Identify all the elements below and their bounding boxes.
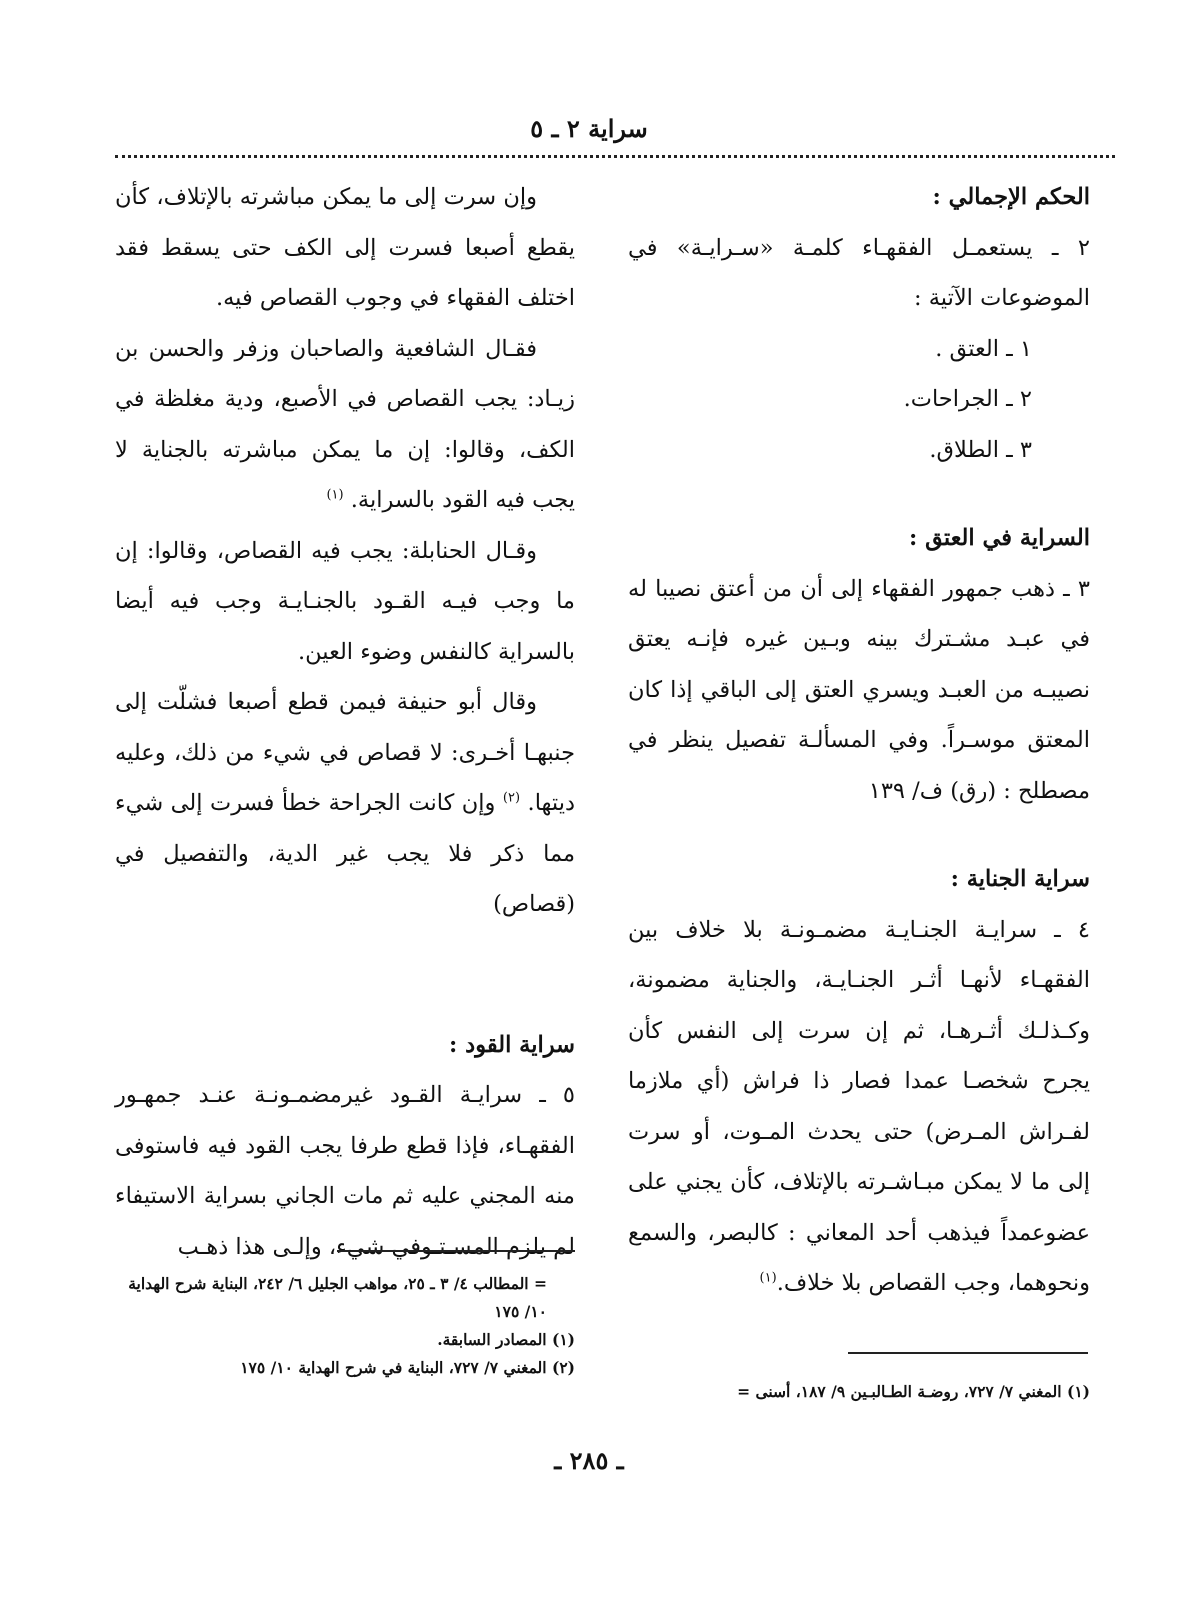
left-column (115, 172, 575, 1272)
list-item-atq: ١ ـ العتق . (935, 335, 1032, 362)
footnote-rule-right (848, 1352, 1088, 1354)
list-item-talaq: ٣ ـ الطلاق. (929, 436, 1032, 463)
paragraph-4-text: ٤ ـ سرايـة الجنـايـة مضمـونـة بلا خلاف بين الفقهـاء لأنهـا أثـر الجنـايـة، والجناية مضمونة، وكـذلـك أثـرهـا، ثم إن سرت إلى النفس كأن يجرح شخصـا عمدا فصار ذا فراش (أي ملازما لفـراش المـرض) حتى يحدث المـوت، أو سرت إلى ما لا يمكن مبـاشـرته بالإتلاف، كأن يجني على عضوعمداً فيذهب أحد المعاني : كالبصر، والسمع ونحوهما، وجب القصاص بلا خلاف. (628, 916, 1090, 1296)
page-number: ـ ٢٨٥ ـ (554, 1446, 624, 1475)
heading-sirayah-atq: السراية في العتق : (909, 525, 1090, 551)
footnote-rule-left (337, 1250, 575, 1252)
paragraph-continued: وإن سرت إلى ما يمكن مباشرته بالإتلاف، كأن يقطع أصبعا فسرت إلى الكف حتى يسقط فقد اختلف الفقهاء في وجوب القصاص فيه. (115, 184, 575, 311)
spacer (115, 930, 575, 1020)
footnote-continuation: = المطالب ٤/ ٣ ـ ٢٥، مواهب الجليل ٦/ ٢٤٢، البناية شرح الهداية ١٠/ ١٧٥ (128, 1274, 547, 1321)
heading-sirayah-qawad: سراية القود : (449, 1031, 575, 1058)
footnote-ref-1: (١) (759, 1270, 777, 1286)
paragraph-abu-hanifa (115, 677, 575, 930)
paragraph-hanabila: وقـال الحنابلة: يجب فيه القصاص، وقالوا: إن ما وجب فيـه القـود بالجنـايـة وجب فيه أيضا بالسراية كالنفس وضوء العين. (115, 537, 575, 665)
paragraph-4 (628, 905, 1090, 1309)
footnote-1-right: (١) المغني ٧/ ٧٢٧، روضـة الطـالبـين ٩/ ١٨٧، أسنى = (737, 1382, 1090, 1401)
footnote-ref-2: (٢) (502, 790, 521, 806)
list-item-jirahat: ٢ ـ الجراحات. (903, 386, 1032, 412)
paragraph-abu-hanifa-text: وقال أبو حنيفة فيمن قطع أصبعا فشلّت إلى جنبهـا أخـرى: لا قصاص في شيء من ذلك، وعليه ديتها. (115, 689, 575, 816)
paragraph-shafiiyya (115, 324, 575, 526)
paragraph-3: ٣ ـ ذهب جمهور الفقهاء إلى أن من أعتق نصيبا له في عبـد مشـترك بينه وبـين غيره فإنـه يعتق نصيبـه من العبـد ويسري العتق إلى الباقي إذا كان المعتق موسـراً. وفي المسألـة تفصيل ينظر في مصطلح : (رق) ف/ ١٣٩ (628, 575, 1090, 804)
paragraph-2: ٢ ـ يستعمـل الفقهـاء كلمـة «سـرايـة» في الموضوعات الآتية : (628, 234, 1090, 311)
paragraph-abu-hanifa-text-2: وإن كانت الجراحة خطأ فسرت إلى شيء مما ذكر فلا يجب غير الدية، والتفصيل في (قصاص) (115, 790, 575, 917)
spacer (628, 475, 1090, 513)
paragraph-5: ٥ ـ سرايـة القـود غيرمضمـونـة عنـد جمهـور الفقهـاء، فإذا قطع طرفا يجب القود فيه فاستوفى منه المجني عليه ثم مات الجاني بسراية الاستيفاء لم يلزم المسـتـوفي شيء، وإلـى هذا ذهـب (115, 1082, 575, 1260)
right-column (628, 172, 1090, 1309)
heading-sirayah-jinaya: سراية الجناية : (950, 866, 1090, 892)
paragraph-shafiiyya-text: فقـال الشافعية والصاحبان وزفر والحسن بن زيـاد: يجب القصاص في الأصبع، ودية مغلظة في الكف، وقالوا: إن ما يمكن مباشرته بالجناية لا يجب فيه القود بالسراية. (115, 335, 575, 513)
footnote-2-left: (٢) المغني ٧/ ٧٢٧، البناية في شرح الهداية ١٠/ ١٧٥ (240, 1358, 575, 1377)
footnotes-right (628, 1378, 1090, 1406)
heading-general-ruling: الحكم الإجمالي : (932, 184, 1090, 210)
footnote-1-left: (١) المصادر السابقة. (437, 1330, 575, 1349)
footnotes-left (115, 1270, 575, 1382)
spacer (628, 816, 1090, 854)
footnote-ref-1: (١) (326, 487, 344, 503)
running-header: سراية ٢ ـ ٥ (530, 114, 648, 143)
header-dotted-rule (115, 155, 1115, 158)
